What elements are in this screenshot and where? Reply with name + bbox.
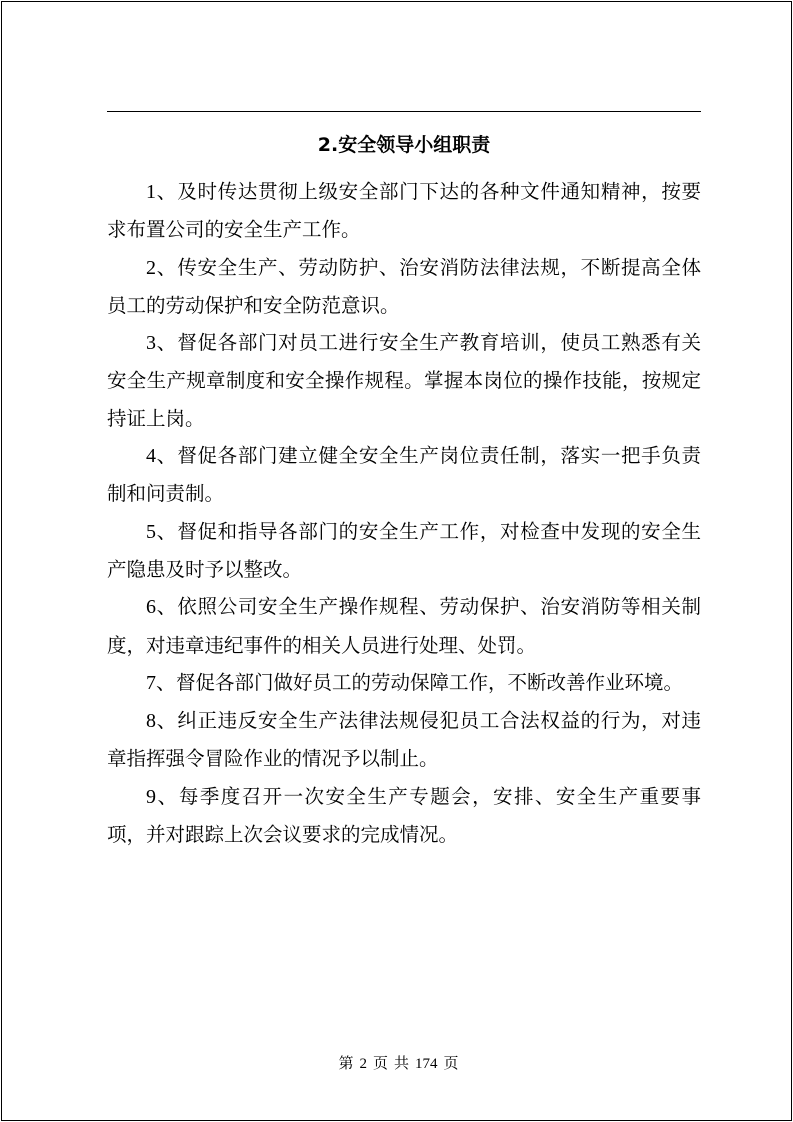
paragraph-text: 督促各部门建立健全安全生产岗位责任制，落实一把手负责制和问责制。 (107, 444, 701, 506)
paragraph-text: 督促和指导各部门的安全生产工作，对检查中发现的安全生产隐患及时予以整改。 (107, 519, 701, 581)
paragraph-text: 纠正违反安全生产法律法规侵犯员工合法权益的行为，对违章指挥强令冒险作业的情况予以制止。 (107, 709, 701, 771)
section-title: 2.安全领导小组职责 (317, 134, 491, 156)
paragraph-number: 1、 (146, 181, 178, 203)
paragraph-number: 5、 (146, 520, 178, 543)
paragraph-2 (107, 249, 701, 325)
paragraph-3 (107, 324, 701, 437)
paragraph-5 (107, 513, 701, 589)
paragraph-7 (107, 664, 701, 702)
paragraph-text: 传安全生产、劳动防护、治安消防法律法规，不断提高全体员工的劳动保护和安全防范意识。 (107, 255, 701, 317)
footer-suffix: 页 (443, 1056, 459, 1072)
footer-prefix: 第 (338, 1056, 354, 1072)
paragraph-text: 每季度召开一次安全生产专题会，安排、安全生产重要事项，并对跟踪上次会议要求的完成情况。 (107, 784, 701, 847)
paragraph-text: 督促各部门做好员工的劳动保障工作，不断改善作业环境。 (176, 670, 684, 694)
header-rule (107, 111, 701, 112)
footer-page-unit: 页 (372, 1056, 388, 1072)
footer-total-label: 共 (394, 1056, 410, 1072)
document-body (107, 173, 701, 853)
paragraph-number: 6、 (146, 596, 178, 619)
paragraph-number: 8、 (146, 710, 178, 733)
paragraph-6 (107, 588, 701, 664)
paragraph-text: 依照公司安全生产操作规程、劳动保护、治安消防等相关制度，对违章违纪事件的相关人员进行处理、处罚。 (107, 595, 701, 657)
paragraph-8 (107, 702, 701, 778)
paragraph-number: 4、 (146, 445, 178, 468)
paragraph-number: 2、 (146, 256, 178, 279)
paragraph-4 (107, 437, 701, 513)
paragraph-text: 及时传达贯彻上级安全部门下达的各种文件通知精神，按要求布置公司的安全生产工作。 (107, 180, 701, 242)
paragraph-9 (107, 778, 701, 854)
paragraph-number: 7、 (146, 671, 176, 694)
paragraph-number: 3、 (146, 332, 178, 355)
paragraph-1 (107, 173, 701, 249)
page-footer (2, 1052, 793, 1073)
paragraph-text: 督促各部门对员工进行安全生产教育培训，使员工熟悉有关安全生产规章制度和安全操作规程。掌握本岗位的操作技能，按规定持证上岗。 (107, 331, 701, 430)
current-page-number: 2 (359, 1056, 367, 1072)
document-page (1, 1, 792, 1121)
total-pages-number: 174 (415, 1056, 438, 1072)
paragraph-number: 9、 (146, 785, 179, 808)
